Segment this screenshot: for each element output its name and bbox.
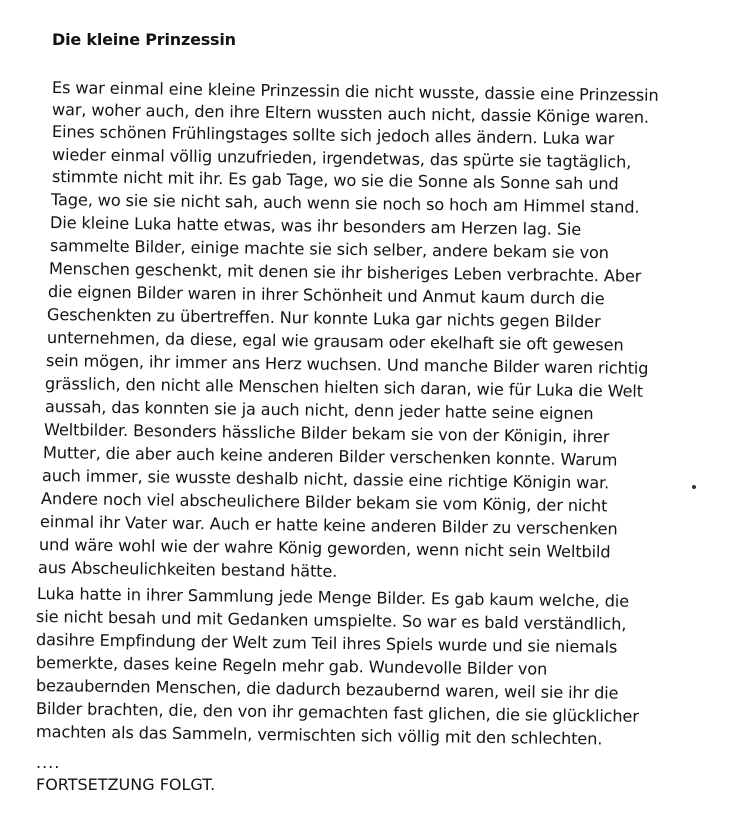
text-line: und wäre wohl wie der wahre König geworden, wenn nicht sein Weltbild [38, 535, 611, 562]
text-line: stimmte nicht mit ihr. Es gab Tage, wo sie die Sonne als Sonne sah und [51, 167, 619, 194]
continuation-dots: .... [36, 753, 61, 772]
text-line: sammelte Bilder, einige machte sie sich selber, andere bekam sie von [49, 236, 609, 263]
text-line: Mutter, die aber auch keine anderen Bilder verschenken konnte. Warum [42, 443, 618, 470]
text-line: Die kleine Luka hatte etwas, was ihr besonders am Herzen lag. Sie [49, 213, 582, 239]
text-line: grässlich, den nicht alle Menschen hielten sich daran, wie für Luka die Welt [44, 374, 644, 401]
text-line: wieder einmal völlig unzufrieden, irgendetwas, das spürte sie tagtäglich, [51, 145, 632, 172]
text-line: aussah, das konnten sie ja auch nicht, denn jeder hatte seine eignen [44, 397, 594, 424]
text-line: sie nicht besah und mit Gedanken umspielte. So war es bald verständlich, [35, 607, 627, 634]
text-line: unternehmen, da diese, egal wie grausam oder ekelhaft sie oft gewesen [46, 328, 624, 355]
text-line: Bilder brachten, die, den von ihr gemachten fast glichen, die sie glücklicher [35, 699, 639, 726]
text-line: Tage, wo sie sie nicht sah, auch wenn sie noch so hoch am Himmel stand. [50, 190, 640, 217]
story-title: Die kleine Prinzessin [52, 30, 236, 49]
text-line: Menschen geschenkt, mit denen sie ihr bisheriges Leben verbrachte. Aber [48, 259, 642, 286]
text-line: aus Abscheulichkeiten bestand hätte. [37, 558, 338, 581]
text-line: machten als das Sammeln, vermischten sich völlig mit den schlechten. [35, 722, 603, 749]
text-line: Weltbilder. Besonders hässliche Bilder bekam sie von der Königin, ihrer [43, 420, 610, 447]
text-line: war, woher auch, den ihre Eltern wussten auch nicht, dassie Könige waren. [51, 100, 650, 127]
text-line: auch immer, sie wusste deshalb nicht, dassie eine richtige Königin war. [41, 466, 610, 493]
text-line: sein mögen, ihr immer ans Herz wuchsen. Und manche Bilder waren richtig [45, 351, 649, 378]
text-line: bezaubernden Menschen, die dadurch bezaubernd waren, weil sie ihr die [35, 676, 619, 703]
text-line: Geschenkten zu übertreffen. Nur konnte Luka gar nichts gegen Bilder [46, 305, 601, 332]
text-line: bemerkte, dases keine Regeln mehr gab. Wundevolle Bilder von [35, 653, 548, 679]
text-line: Luka hatte in ihrer Sammlung jede Menge Bilder. Es gab kaum welche, die [36, 584, 630, 611]
text-line: die eignen Bilder waren in ihrer Schönheit und Anmut kaum durch die [47, 282, 605, 309]
text-line: dasihre Empfindung der Welt zum Teil ihres Spiels wurde und sie niemals [35, 630, 618, 657]
text-line: Andere noch viel abscheulichere Bilder bekam sie vom König, der nicht [40, 489, 608, 516]
continuation-note: FORTSETZUNG FOLGT. [36, 775, 216, 794]
text-line: Es war einmal eine kleine Prinzessin die nicht wusste, dassie eine Prinzessin [51, 78, 659, 105]
text-line: Eines schönen Frühlingstages sollte sich jedoch alles ändern. Luka war [51, 122, 615, 149]
scan-speck [692, 485, 696, 489]
text-line: einmal ihr Vater war. Auch er hatte keine anderen Bilder zu verschenken [39, 512, 618, 539]
